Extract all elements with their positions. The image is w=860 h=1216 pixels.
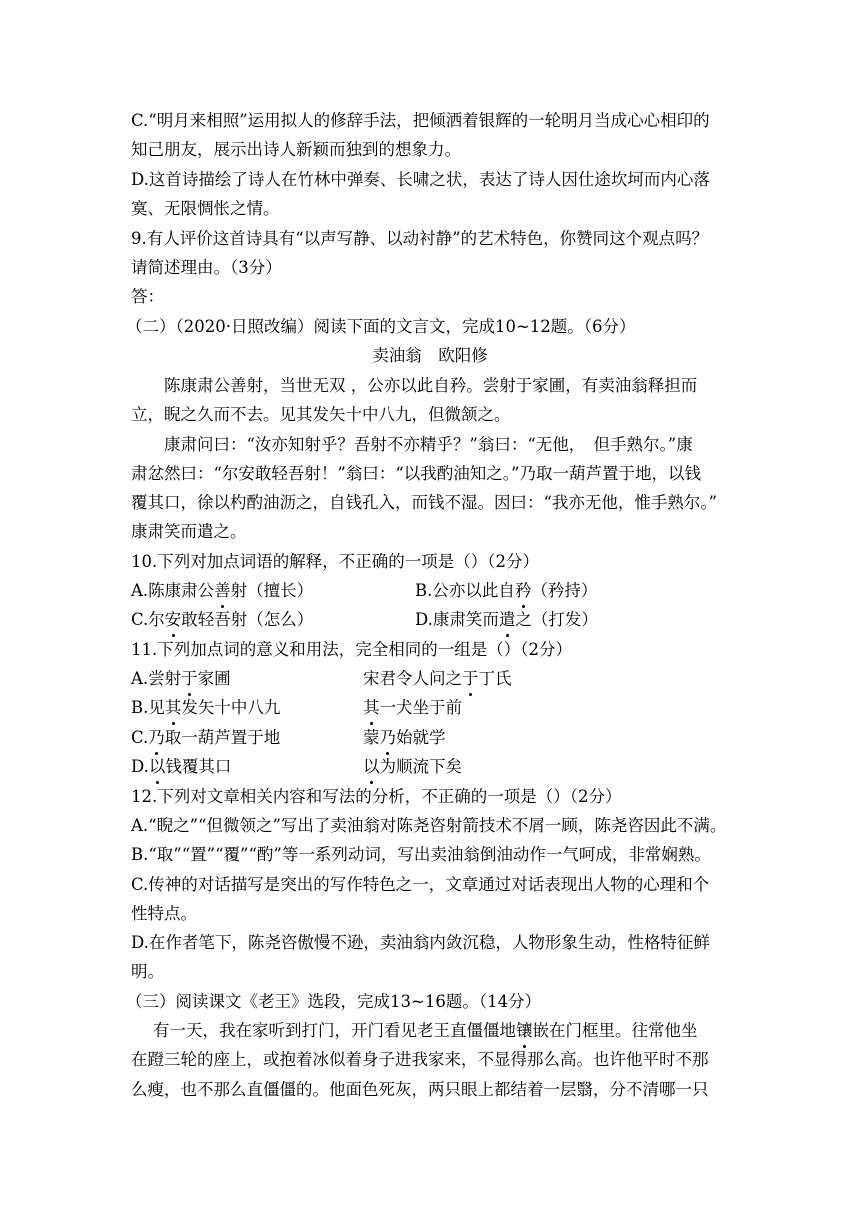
passage-line-3: 康肃问曰：“汝亦知射乎？吾射不亦精乎？”翁曰：“无他， 但手熟尔。”康 <box>164 435 693 454</box>
question-11-option-d-left: D.以钱覆其口 <box>131 757 232 776</box>
question-12-stem: 12.下列对文章相关内容和写法的分析，不正确的一项是（）（2分） <box>131 787 622 806</box>
section-two-heading: （二）（2020·日照改编）阅读下面的文言文，完成10~12题。（6分） <box>126 317 636 336</box>
passage-line-5: 覆其口，徐以杓酌油沥之，自钱孔入，而钱不湿。因曰：“我亦无他，惟手熟尔。” <box>131 493 718 512</box>
option-c-line-2: 知己朋友，展示出诗人新颖而独到的想象力。 <box>131 140 461 159</box>
question-12-option-b: B.“取”“置”“覆”“酌”等一系列动词，写出卖油翁倒油动作一气呵成，非常娴熟。 <box>131 845 711 864</box>
answer-label: 答： <box>131 287 164 306</box>
question-9-line-2: 请简述理由。（3分） <box>131 258 282 277</box>
question-10-option-c: C.尔安敢轻吾射（怎么） <box>131 610 314 629</box>
section-three-heading: （三）阅读课文《老王》选段，完成13~16题。（14分） <box>126 992 542 1011</box>
question-11-option-b-right: 其一犬坐于前 <box>363 698 462 717</box>
question-12-option-d-line-2: 明。 <box>131 962 164 981</box>
question-12-option-a: A.“睨之”“但微领之”写出了卖油翁对陈尧咨射箭技术不屑一顾，陈尧咨因此不满。 <box>131 816 727 835</box>
question-10-option-b: B.公亦以此自矜（矜持） <box>415 581 598 600</box>
question-11-option-d-right: 以为顺流下矣 <box>363 757 462 776</box>
laowang-line-3: 么瘦，也不那么直僵僵的。他面色死灰，两只眼上都结着一层翳，分不清哪一只 <box>131 1080 709 1099</box>
laowang-line-1: 有一天，我在家听到打门，开门看见老王直僵僵地镶嵌在门框里。往常他坐 <box>153 1021 698 1040</box>
question-11-option-a-right: 宋君令人问之于丁氏 <box>363 669 512 688</box>
question-10-stem: 10.下列对加点词语的解释，不正确的一项是（）（2分） <box>131 552 539 571</box>
option-c-line-1: C.“明月来相照”运用拟人的修辞手法，把倾洒着银辉的一轮明月当成心心相印的 <box>131 111 710 130</box>
passage-line-4: 肃忿然曰：“尔安敢轻吾射！”翁曰：“以我酌油知之。”乃取一葫芦置于地，以钱 <box>131 464 701 483</box>
question-10-option-d: D.康肃笑而遣之（打发） <box>415 610 598 629</box>
question-9-line-1: 9.有人评价这首诗具有“以声写静、以动衬静”的艺术特色，你赞同这个观点吗？ <box>131 229 709 248</box>
laowang-line-2: 在蹬三轮的座上，或抱着冰似着身子进我家来，不显得那么高。也许他平时不那 <box>131 1050 709 1069</box>
passage-line-6: 康肃笑而遣之。 <box>131 522 247 541</box>
passage-line-2: 立，睨之久而不去。见其发矢十中八九，但微颔之。 <box>131 405 511 424</box>
option-d-line-1: D.这首诗描绘了诗人在竹林中弹奏、长啸之状，表达了诗人因仕途坎坷而内心落 <box>131 170 710 189</box>
question-11-option-c-right: 蒙乃始就学 <box>363 728 446 747</box>
question-12-option-c-line-2: 性特点。 <box>131 904 197 923</box>
passage-title: 卖油翁 欧阳修 <box>372 346 488 365</box>
question-11-option-c-left: C.乃取一葫芦置于地 <box>131 728 281 747</box>
question-12-option-c-line-1: C.传神的对话描写是突出的写作特色之一，文章通过对话表现出人物的心理和个 <box>131 875 710 894</box>
question-10-option-a: A.陈康肃公善射（擅长） <box>131 581 314 600</box>
question-11-stem: 11.下列加点词的意义和用法，完全相同的一组是（）（2分） <box>131 640 572 659</box>
question-11-option-b-left: B.见其发矢十中八九 <box>131 698 281 717</box>
passage-line-1: 陈康肃公善射，当世无双 ，公亦以此自矜。尝射于家圃，有卖油翁释担而 <box>164 376 698 395</box>
question-11-option-a-left: A.尝射于家圃 <box>131 669 231 688</box>
option-d-line-2: 寞、无限惆怅之情。 <box>131 199 280 218</box>
question-12-option-d-line-1: D.在作者笔下，陈尧咨傲慢不逊，卖油翁内敛沉稳，人物形象生动，性格特征鲜 <box>131 933 710 952</box>
